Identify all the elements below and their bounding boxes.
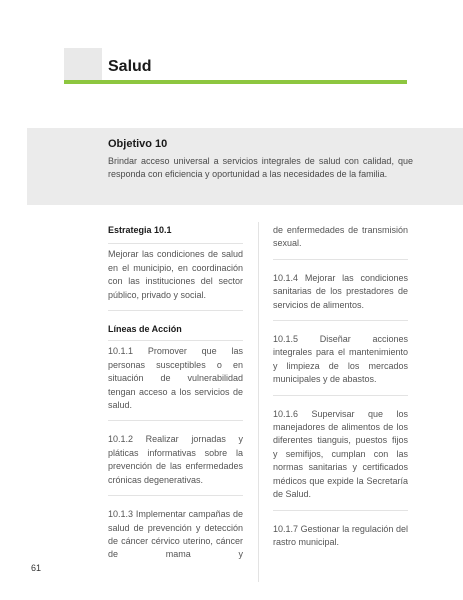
divider xyxy=(108,340,243,341)
action-line-item: de enfermedades de transmisión sexual. xyxy=(273,225,408,249)
left-column xyxy=(108,224,243,562)
column-divider xyxy=(258,222,259,582)
action-line-item: 10.1.1 Promover que las personas susceptibles o en situación de vulnerabilidad tengan acceso a los servicios de salud. xyxy=(108,346,243,411)
action-line-item: 10.1.5 Diseñar acciones integrales para el mantenimiento y limpieza de los mercados municipales y de abastos. xyxy=(273,334,408,385)
strategy-text: Mejorar las condiciones de salud en el municipio, en coordinación con las instituciones del sector público, privado y social. xyxy=(108,249,243,300)
header-accent-block xyxy=(64,48,102,84)
divider xyxy=(108,310,243,311)
action-line-item: 10.1.7 Gestionar la regulación del rastro municipal. xyxy=(273,523,408,547)
divider xyxy=(273,259,408,260)
action-line-item: 10.1.3 Implementar campañas de salud de prevención y detección de cáncer cérvico uterino, cáncer de mama y xyxy=(108,509,243,560)
section-title: Salud xyxy=(108,58,152,75)
action-line-item: 10.1.2 Realizar jornadas y pláticas informativas sobre la prevención de las enfermedades crónicas degenerativas. xyxy=(108,434,243,485)
action-lines-title: Líneas de Acción xyxy=(108,324,182,335)
action-line-item: 10.1.6 Supervisar que los manejadores de alimentos de los diferentes tianguis, puestos fijos y semifijos, cumplan con las normas sanitarias y certificados médicos que expide la Secretaría de Salud. xyxy=(273,408,408,500)
divider xyxy=(273,510,408,511)
divider xyxy=(273,320,408,321)
action-line-item: 10.1.4 Mejorar las condiciones sanitarias de los prestadores de servicios de alimentos. xyxy=(273,272,408,310)
header-green-rule xyxy=(64,80,407,84)
strategy-title: Estrategia 10.1 xyxy=(108,225,172,235)
divider xyxy=(273,395,408,396)
divider xyxy=(108,495,243,496)
objective-title: Objetivo 10 xyxy=(108,138,168,150)
objective-text: Brindar acceso universal a servicios integrales de salud con calidad, que responda con eficiencia y oportunidad a las necesidades de la familia. xyxy=(108,156,413,179)
divider xyxy=(108,243,243,244)
divider xyxy=(108,420,243,421)
right-column xyxy=(273,224,408,549)
page-number: 61 xyxy=(31,563,42,573)
